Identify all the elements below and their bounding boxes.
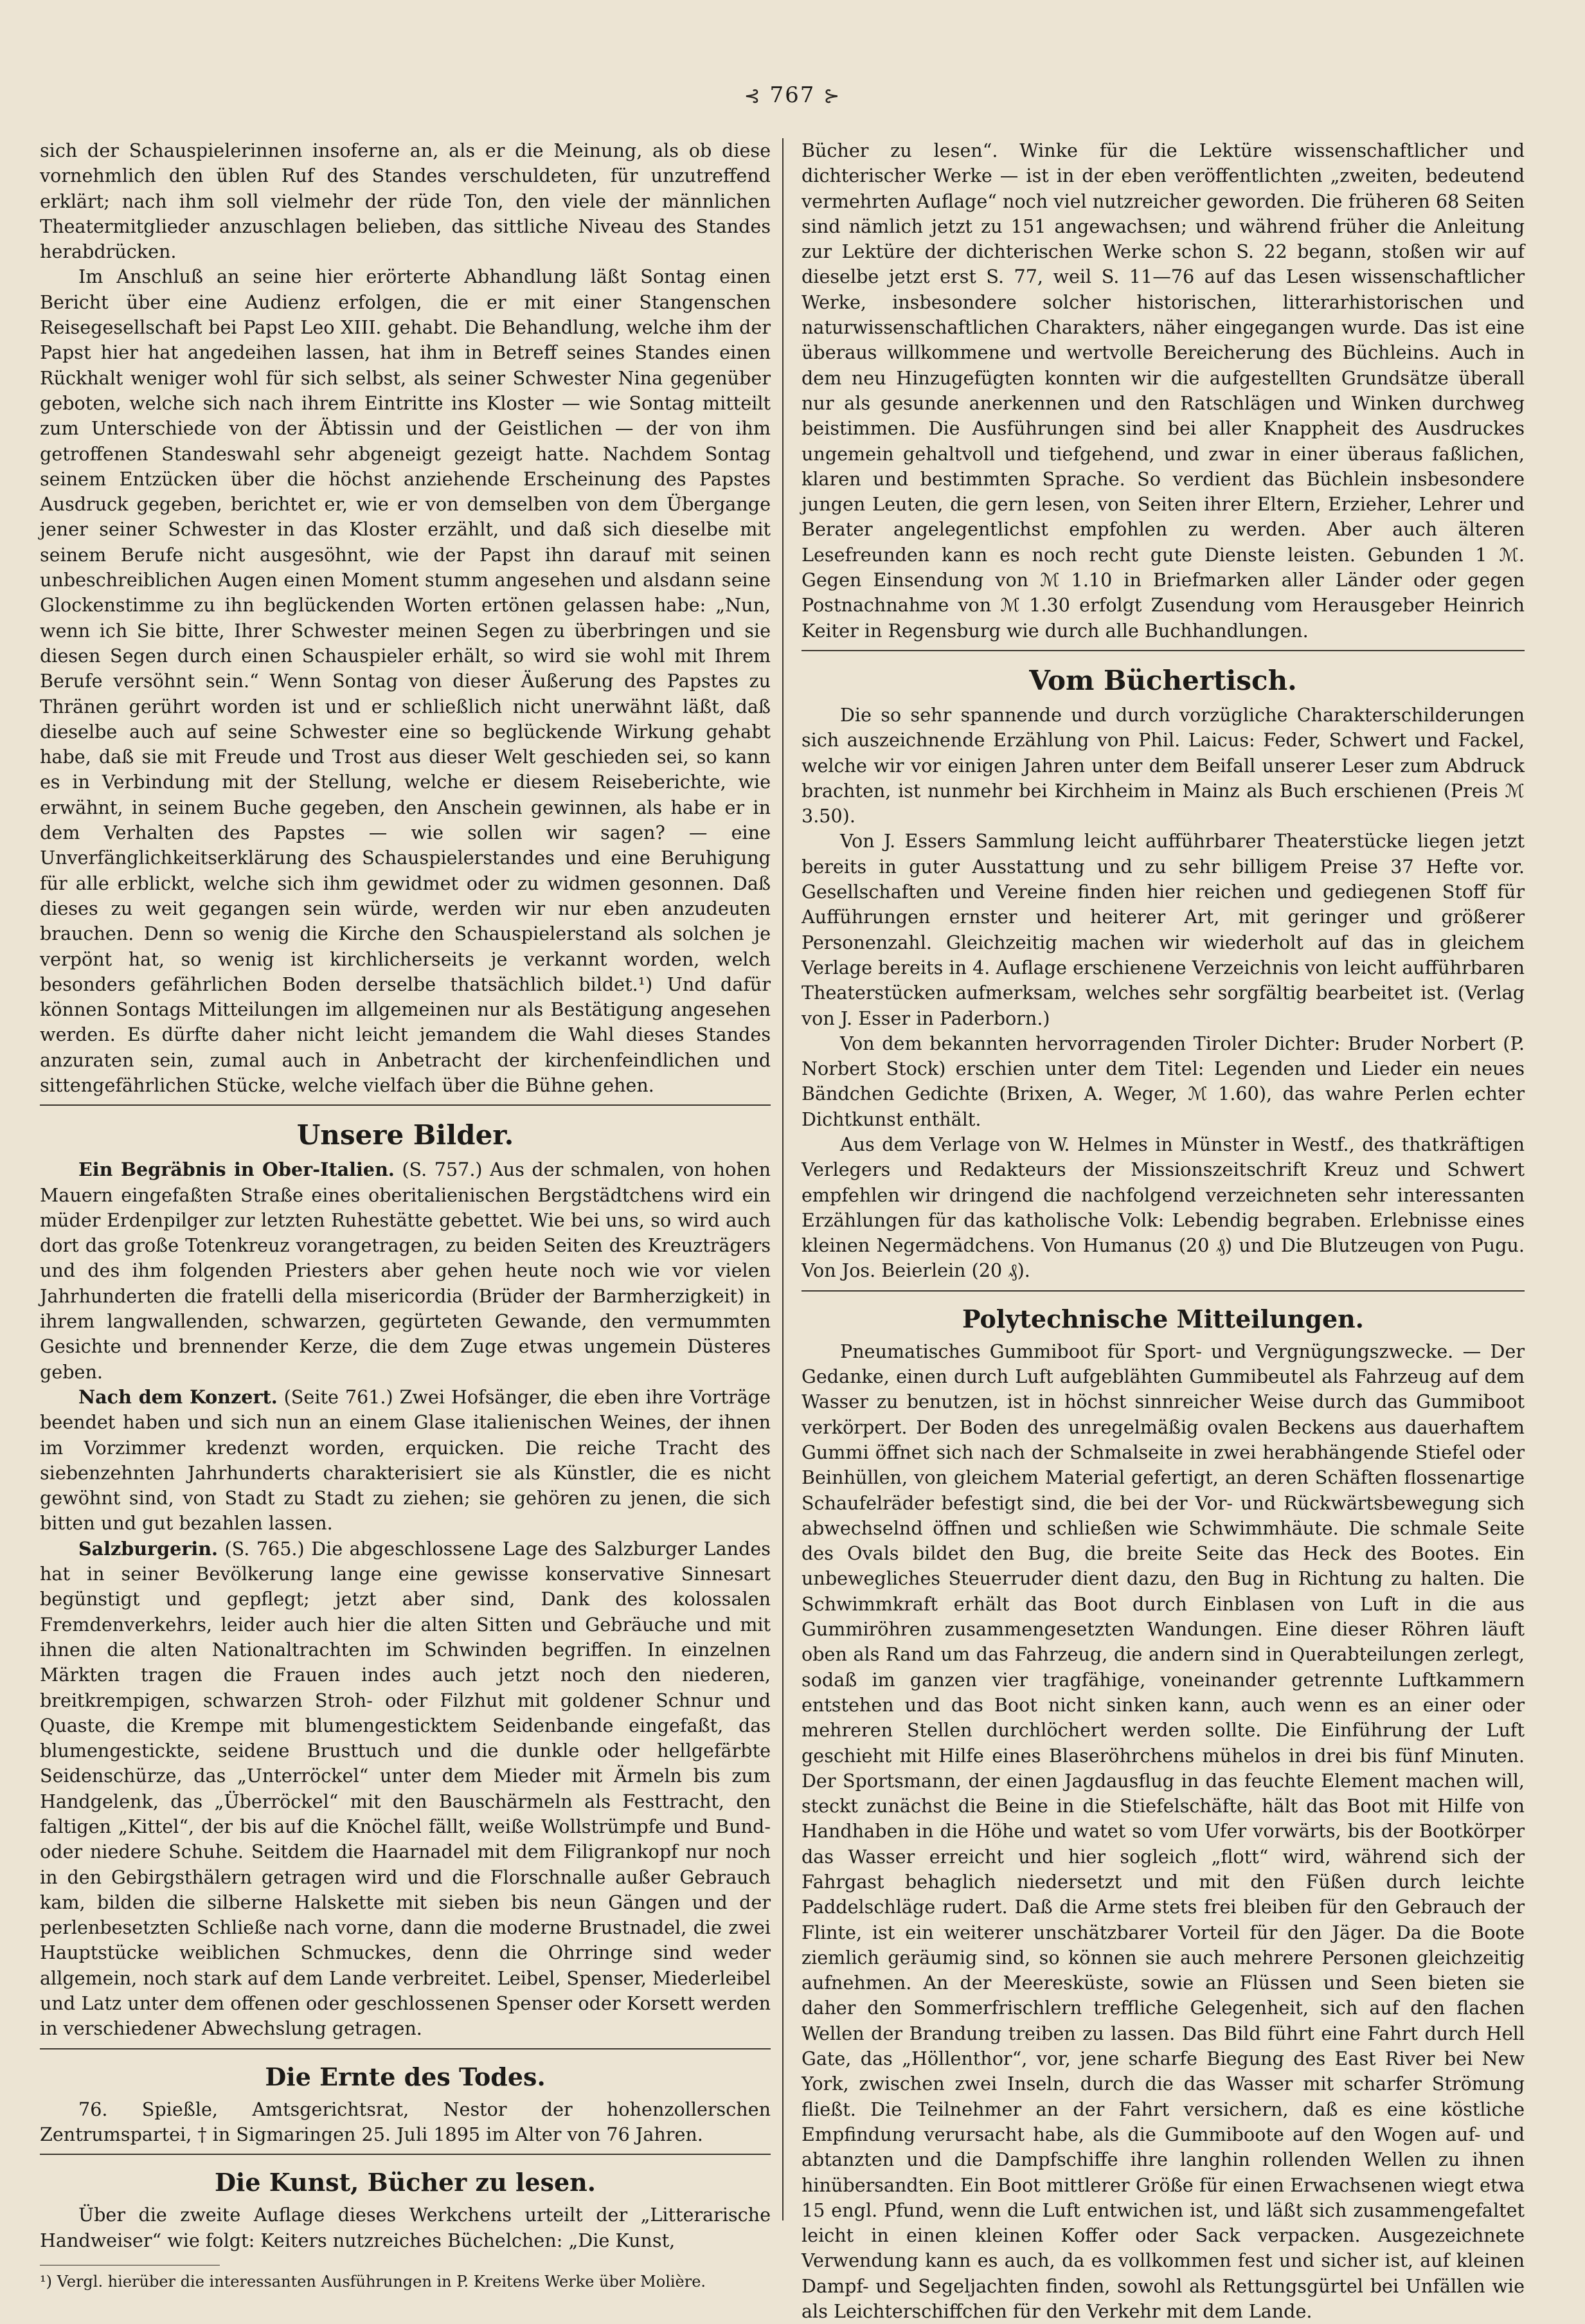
page-number-header: [0, 82, 1585, 108]
left-column: [40, 138, 782, 2291]
heading-kunst-buecher-zu-lesen: Die Kunst, Bücher zu lesen.: [40, 2154, 771, 2199]
heading-vom-buechertisch: Vom Büchertisch.: [801, 650, 1525, 699]
heading-unsere-bilder: Unsere Bilder.: [40, 1104, 771, 1153]
ornament-left-icon: ⊰: [744, 85, 762, 107]
paragraph-konzert: [40, 1385, 771, 1536]
paragraph-salzburgerin: [40, 1536, 771, 2042]
title-begraebnis: Ein Begräbnis in Ober-Italien.: [78, 1158, 395, 1181]
paragraph-kunst-fortsetzung: Bücher zu lesen“. Winke für die Lektüre wissenschaftlicher und dichterischer Werke — ist in der eben veröffentlichten „zweiten, bedeutend vermehrten Auflage“ noch viel nutzreicher geworden. Die früheren 68 Seiten sind nämlich jetzt zu 151 angewachsen; und während früher die Anleitung zur Lektüre der dichterischen Werke schon S. 22 begann, stoßen wir auf dieselbe jetzt erst S. 77, weil S. 11—76 auf das Lesen wissenschaftlicher Werke, insbesondere solcher historischen, litterarhistorischen und naturwissenschaftlichen Charakters, näher eingegangen wurde. Das ist eine überaus willkommene und wertvolle Bereicherung des Büchleins. Auch in dem neu Hinzugefügten konnten wir die aufgestellten Grundsätze überall nur als gesunde anerkennen und den Ratschlägen und Winken durchweg beistimmen. Die Ausführungen sind bei aller Knappheit des Ausdruckes ungemein gehaltvoll und tiefgehend, und zwar in einer überaus faßlichen, klaren und bestimmten Sprache. So verdient das Büchlein insbesondere jungen Leuten, die gern lesen, von Seiten ihrer Eltern, Erzieher, Lehrer und Berater angelegentlichst empfohlen zu werden. Aber auch älteren Lesefreunden kann es noch recht gute Dienste leisten. Gebunden 1 ℳ. Gegen Einsendung von ℳ 1.10 in Briefmarken aller Länder oder gegen Postnachnahme von ℳ 1.30 erfolgt Zusendung vom Herausgeber Heinrich Keiter in Regensburg wie durch alle Buchhandlungen.: [801, 140, 1525, 642]
heading-polytechnische-mitteilungen: Polytechnische Mitteilungen.: [801, 1290, 1525, 1335]
paragraph-kunst: Über die zweite Auflage dieses Werkchens urteilt der „Litterarische Handweiser“ wie folgt: Keiters nutzreiches Büchelchen: „Die Kunst,: [40, 2204, 771, 2251]
ornament-right-icon: ⊱: [823, 85, 841, 107]
paragraph-helmes: Aus dem Verlage von W. Helmes in Münster in Westf., des thatkräftigen Verlegers und Redakteurs der Missionszeitschrift Kreuz und Schwert empfehlen wir dringend die nachfolgend verzeichneten sehr interessanten Erzählungen für das katholische Volk: Lebendig begraben. Erlebnisse eines kleinen Negermädchens. Von Humanus (20 ₰) und Die Blutzeugen von Pugu. Von Jos. Beierlein (20 ₰).: [801, 1133, 1525, 1282]
paragraph-esser: Von J. Essers Sammlung leicht aufführbarer Theaterstücke liegen jetzt bereits in guter Ausstattung und zu sehr billigem Preise 37 Hefte vor. Gesellschaften und Vereine finden hier reichen und gediegenen Stoff für Aufführungen ernster und heiterer Art, mit geringer und größerer Personenzahl. Gleichzeitig machen wir wiederholt auf das in gleichem Verlage bereits in 4. Auflage erschienene Verzeichnis von leicht aufführbaren Theaterstücken aufmerksam, welches sehr sorgfältig bearbeitet ist. (Verlag von J. Esser in Paderborn.): [801, 830, 1525, 1029]
paragraph-gummiboot: Pneumatisches Gummiboot für Sport- und Vergnügungszwecke. — Der Gedanke, einen durch Luft aufgeblähten Gummibeutel als Fahrzeug auf dem Wasser zu benutzen, ist in höchst sinnreicher Weise durch das Gummiboot verkörpert. Der Boden des unregelmäßig ovalen Beckens aus dauerhaftem Gummi öffnet sich nach der Schmalseite in zwei herabhängende Stiefel oder Beinhüllen, von gleichem Material gefertigt, an deren Schäften flossenartige Schaufelräder befestigt sind, die bei der Vor- und Rückwärtsbewegung sich abwechselnd öffnen und schließen wie Schwimmhäute. Die schmale Seite des Ovals bildet den Bug, die breite Seite das Heck des Bootes. Ein unbewegliches Steuerruder dient dazu, den Bug in Richtung zu halten. Die Schwimmkraft erhält das Boot durch Einblasen von Luft in die aus Gummiröhren zusammengesetzten Wandungen. Eine dieser Röhren läuft oben als Rand um das Fahrzeug, die andern sind in Querabteilungen zerlegt, sodaß im ganzen vier tragfähige, voneinander getrennte Luftkammern entstehen und das Boot nicht sinken kann, auch wenn es an einer oder mehreren Stellen durchlöchert werden sollte. Die Einführung der Luft geschieht mit Hilfe eines Blaseröhrchens mühelos in drei bis fünf Minuten. Der Sportsmann, der einen Jagdausflug in das feuchte Element machen will, steckt zunächst die Beine in die Stiefelschäfte, hält das Boot mit Hilfe von Handhaben in die Höhe und watet so vom Ufer vorwärts, bis der Bootkörper das Wasser erreicht und hier sogleich „flott“ wird, während sich der Fahrgast behaglich niedersetzt und mit den Füßen durch leichte Paddelschläge rudert. Daß die Arme stets frei bleiben für den Gebrauch der Flinte, ist ein weiterer unschätzbarer Vorteil für den Jäger. Da die Boote ziemlich geräumig sind, so können sie auch mehrere Personen gleichzeitig aufnehmen. An der Meeresküste, sowie an Flüssen und Seen bieten sie daher den Sommerfrischlern treffliche Gelegenheit, sich auf den flachen Wellen der Brandung treiben zu lassen. Das Bild führt eine Fahrt durch Hell Gate, das „Höllenthor“, vor, jene scharfe Biegung des East River bei New York, zwischen zwei Inseln, durch die das Wasser mit scharfer Strömung fließt. Die Teilnehmer an der Fahrt versichern, daß es eine köstliche Empfindung verursacht habe, als die Gummiboote auf den Wogen auf- und abtanzten und die Dampfschiffe ihre langhin rollenden Wellen zu ihnen hinübersandten. Ein Boot mittlerer Größe für einen Erwachsenen wiegt etwa 15 engl. Pfund, wenn die Luft entwichen ist, und läßt sich zusammengefaltet leicht in einen kleinen Koffer oder Sack verpacken. Ausgezeichnete Verwendung kann es auch, da es vollkommen fest und sicher ist, auf kleinen Dampf- und Segeljachten finden, sowohl als Rettungsgürtel bei Unfällen wie als Leichterschiffchen für den Verkehr mit dem Lande.: [801, 1340, 1525, 2323]
text-konzert: (Seite 761.) Zwei Hofsänger, die eben ihre Vorträge beendet haben und sich nun an einem Glase italienischen Weines, der ihnen im Vorzimmer kredenzt worden, erquicken. Die reiche Tracht des siebenzehnten Jahrhunderts charakterisiert sie als Künstler, die es nicht gewöhnt sind, von Stadt zu Stadt zu ziehen; sie gehören zu jenen, die sich bitten und gut bezahlen lassen.: [40, 1385, 771, 1535]
paragraph-schauspielerinnen: sich der Schauspielerinnen insoferne an, als er die Meinung, als ob diese vornehmlich den üblen Ruf des Standes verschuldeten, für unzutreffend erklärt; nach ihm soll vielmehr der rüde Ton, den viele der männlichen Theatermitglieder anzuschlagen belieben, das sittliche Niveau des Standes herabdrücken.: [40, 140, 771, 263]
paragraph-bruder-norbert: Von dem bekannten hervorragenden Tiroler Dichter: Bruder Norbert (P. Norbert Stock) erschien unter dem Titel: Legenden und Lieder ein neues Bändchen Gedichte (Brixen, A. Weger, ℳ 1.60), das wahre Perlen echter Dichtkunst enthält.: [801, 1032, 1525, 1130]
right-column: [782, 138, 1525, 2323]
title-salzburgerin: Salzburgerin.: [78, 1537, 218, 1560]
text-begraebnis: (S. 757.) Aus der schmalen, von hohen Mauern eingefaßten Straße eines oberitalienischen Bergstädtchens wird ein müder Erdenpilger zur letzten Ruhestätte gebettet. Wie bei uns, so wird auch dort das große Totenkreuz vorangetragen, zu beiden Seiten des Kreuzträgers und des ihm folgenden Priesters aber gehen heute noch wie vor vielen Jahrhunderten die fratelli della misericordia (Brüder der Barmherzigkeit) in ihrem langwallenden, schwarzen, gegürteten Gewande, den vermummten Gesichte und brennender Kerze, die dem Zuge etwas ungemein Düsteres geben.: [40, 1158, 771, 1383]
page-number: 767: [769, 82, 816, 108]
heading-ernte-des-todes: Die Ernte des Todes.: [40, 2048, 771, 2093]
paragraph-ernte: 76. Spießle, Amtsgerichtsrat, Nestor der hohenzollerschen Zentrumspartei, † in Sigmaringen 25. Juli 1895 im Alter von 76 Jahren.: [40, 2098, 771, 2145]
title-konzert: Nach dem Konzert.: [78, 1385, 278, 1408]
text-salzburgerin: (S. 765.) Die abgeschlossene Lage des Salzburger Landes hat in seiner Bevölkerung lange eine gewisse konservative Sinnesart begünstigt und gepflegt; jetzt aber sind, Dank des kolossalen Fremdenverkehrs, leider auch hier die alten Sitten und Gebräuche und mit ihnen die alten Nationaltrachten im Schwinden begriffen. In einzelnen Märkten tragen die Frauen indes auch jetzt noch den niederen, breitkrempigen, schwarzen Stroh- oder Filzhut mit goldener Schnur und Quaste, die Krempe mit blumengesticktem Seidenbande eingefaßt, das blumengestickte, seidene Brusttuch und die dunkle oder hellgefärbte Seidenschürze, das „Unterröckel“ unter dem Mieder mit Ärmeln bis zum Handgelenk, das „Überröckel“ mit den Bauschärmeln als Festtracht, den faltigen „Kittel“, der bis auf die Knöchel fällt, weiße Wollstrümpfe und Bund- oder niedere Schuhe. Seitdem die Haarnadel mit dem Filigrankopf nur noch in den Gebirgsthälern getragen wird und die Florschnalle außer Gebrauch kam, bilden die silberne Halskette mit sieben bis neun Gängen und der perlenbesetzten Schließe nach vorne, dann die moderne Brustnadel, die zwei Hauptstücke weiblichen Schmuckes, denn die Ohrringe sind weder allgemein, noch stark auf dem Lande verbreitet. Leibel, Spenser, Miederleibel und Latz unter dem offenen oder geschlossenen Spenser oder Korsett werden in verschiedener Abwechslung getragen.: [40, 1537, 771, 2040]
paragraph-audienz: Im Anschluß an seine hier erörterte Abhandlung läßt Sontag einen Bericht über eine Audienz erfolgen, die er mit einer Stangenschen Reisegesellschaft bei Papst Leo XIII. gehabt. Die Behandlung, welche ihm der Papst hier hat angedeihen lassen, hat ihm in Betreff seines Standes einen Rückhalt weniger wohl für sich selbst, als seiner Schwester Nina gegenüber geboten, welche sich nach ihrem Eintritte ins Kloster — wie Sontag mitteilt zum Unterschiede von der Äbtissin und der Geistlichen — der von ihm getroffenen Standeswahl sehr abgeneigt gezeigt hatte. Nachdem Sontag seinem Entzücken über die höchst anziehende Erscheinung des Papstes Ausdruck gegeben, berichtet er, wie er von demselben von dem Übergange jener seiner Schwester in das Kloster erzählt, und daß sich dieselbe mit seinem Berufe nicht ausgesöhnt, wie der Papst ihn darauf mit seinen unbeschreiblichen Augen einen Moment stumm angesehen und alsdann seine Glockenstimme zu ihn beglückenden Worten ertönen gelassen habe: „Nun, wenn ich Sie bitte, Ihrer Schwester meinen Segen zu überbringen und sie diesen Segen durch einen Schauspieler erhält, so wird sie wohl mit Ihrem Berufe versöhnt sein.“ Wenn Sontag von dieser Äußerung des Papstes zu Thränen gerührt worden ist und er schließlich nicht unerwähnt läßt, daß dieselbe auch auf seine Schwester eine so beglückende Wirkung gehabt habe, daß sie mit Freude und Trost aus dieser Welt geschieden sei, so kann es in Verbindung mit der Stellung, welche er diesem Reiseberichte, wie erwähnt, in seinem Buche gegeben, den Anschein gewinnen, als habe er in dem Verhalten des Papstes — wie sollen wir sagen? — eine Unverfänglichkeitserklärung des Schauspielerstandes und eine Beruhigung für alle erblickt, welche sich ihm gewidmet oder zu widmen gesonnen. Daß dieses zu weit gegangen sein würde, werden wir nur eben anzudeuten brauchen. Denn so wenig die Kirche den Schauspielerstand als solchen je verpönt hat, so wenig ist kirchlicherseits je verkannt worden, welch besonders gefährlichen Boden derselbe thatsächlich bildet.¹) Und dafür können Sontags Mitteilungen im allgemeinen nur als Bestätigung angesehen werden. Es dürfte daher nicht leicht jemandem die Wahl dieses Standes anzuraten sein, zumal auch in Anbetracht der kirchenfeindlichen und sittengefährlichen Stücke, welche vielfach über die Bühne gehen.: [40, 266, 771, 1096]
text-columns: [40, 138, 1545, 2323]
footnote: ¹) Vergl. hierüber die interessanten Ausführungen in P. Kreitens Werke über Molière.: [40, 2272, 706, 2291]
paragraph-begraebnis: [40, 1157, 771, 1385]
paragraph-laicus: Die so sehr spannende und durch vorzügliche Charakterschilderungen sich auszeichnende Erzählung von Phil. Laicus: Feder, Schwert und Fackel, welche wir vor einigen Jahren unter dem Beifall unserer Leser zum Abdruck brachten, ist nunmehr bei Kirchheim in Mainz als Buch erschienen (Preis ℳ 3.50).: [801, 703, 1525, 827]
